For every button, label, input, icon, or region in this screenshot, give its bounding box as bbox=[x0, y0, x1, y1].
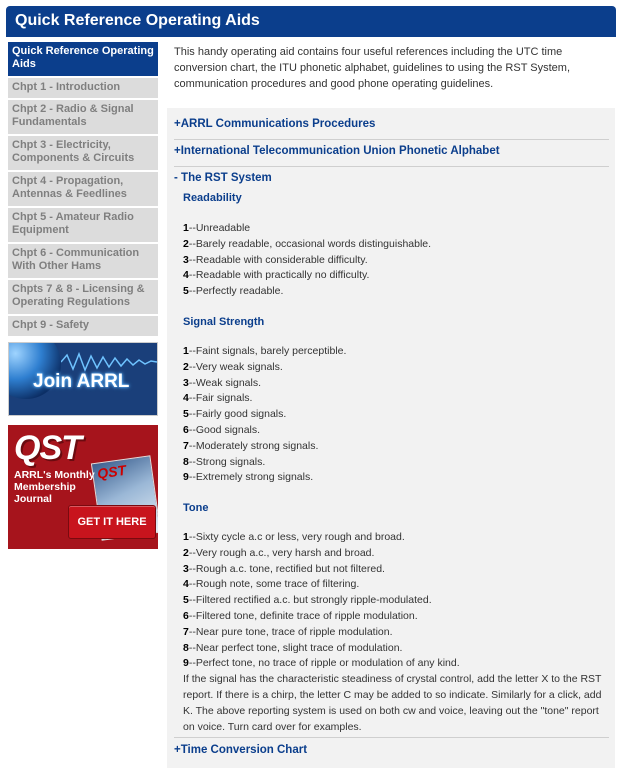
list-item: 5--Filtered rectified a.c. but strongly ripple-modulated. bbox=[183, 594, 432, 607]
list-item: 2--Barely readable, occasional words distinguishable. bbox=[183, 237, 432, 250]
qst-banner[interactable] bbox=[8, 425, 158, 549]
readability-list bbox=[183, 221, 431, 300]
list-item: 3--Weak signals. bbox=[183, 376, 262, 389]
section-title: Time Conversion Chart bbox=[180, 744, 308, 756]
accordion-phonetic-alphabet[interactable] bbox=[174, 145, 609, 167]
page-header bbox=[6, 6, 616, 37]
list-item: 9--Perfect tone, no trace of ripple or modulation of any kind. bbox=[183, 657, 460, 670]
toggle-icon: + bbox=[174, 744, 181, 756]
magazine-cover-image: QST bbox=[91, 455, 158, 541]
qst-logo: QST bbox=[14, 429, 81, 467]
readability-title: Readability bbox=[183, 192, 242, 204]
intro-text: This handy operating aid contains four useful references including the UTC time conversion chart, the ITU phonetic alphabet, guidelines to using the RST System, communication procedures and good phone operating guidelines. bbox=[174, 46, 571, 90]
section-title: ARRL Communications Procedures bbox=[180, 118, 376, 130]
tone-title: Tone bbox=[183, 502, 209, 514]
main-content bbox=[174, 44, 614, 92]
list-item: 1--Sixty cycle a.c or less, very rough and broad. bbox=[183, 531, 405, 543]
list-item: 6--Filtered tone, definite trace of ripple modulation. bbox=[183, 609, 418, 622]
join-arrl-banner[interactable] bbox=[8, 342, 158, 416]
list-item: 4--Readable with practically no difficulty. bbox=[183, 269, 370, 282]
list-item: 2--Very weak signals. bbox=[183, 360, 283, 373]
toggle-icon: + bbox=[174, 118, 181, 130]
list-item: 4--Fair signals. bbox=[183, 392, 253, 405]
sidebar-item-chpt6[interactable]: Chpt 6 - Communication With Other Hams bbox=[8, 244, 158, 280]
accordion-time-conversion[interactable] bbox=[174, 744, 609, 764]
section-title: International Telecommunication Union Phonetic Alphabet bbox=[180, 145, 500, 157]
accordion-comm-procedures[interactable] bbox=[174, 118, 609, 140]
sidebar-item-chpt7-8[interactable]: Chpts 7 & 8 - Licensing & Operating Regulations bbox=[8, 280, 158, 316]
list-item: 7--Near pure tone, trace of ripple modulation. bbox=[183, 625, 393, 638]
signal-strength-list bbox=[183, 344, 346, 486]
list-item: 3--Readable with considerable difficulty. bbox=[183, 253, 368, 266]
signal-strength-title: Signal Strength bbox=[183, 316, 265, 328]
list-item: 1--Faint signals, barely perceptible. bbox=[183, 345, 347, 357]
list-item: 6--Good signals. bbox=[183, 423, 261, 436]
list-item: 8--Near perfect tone, slight trace of modulation. bbox=[183, 641, 403, 654]
tone-list bbox=[183, 530, 613, 735]
list-item: 1--Unreadable bbox=[183, 222, 251, 234]
get-it-here-button[interactable]: GET IT HERE bbox=[68, 505, 156, 539]
sidebar-item-chpt4[interactable]: Chpt 4 - Propagation, Antennas & Feedlines bbox=[8, 172, 158, 208]
page-title: Quick Reference Operating Aids bbox=[15, 12, 260, 29]
join-arrl-text: Join ARRL bbox=[33, 371, 130, 392]
list-item: 2--Very rough a.c., very harsh and broad. bbox=[183, 546, 375, 559]
sidebar-item-chpt5[interactable]: Chpt 5 - Amateur Radio Equipment bbox=[8, 208, 158, 244]
sidebar-item-chpt3[interactable]: Chpt 3 - Electricity, Components & Circuits bbox=[8, 136, 158, 172]
signal-wave-icon bbox=[61, 351, 157, 373]
sidebar-item-chpt9[interactable]: Chpt 9 - Safety bbox=[8, 316, 158, 338]
sidebar-item-quick-reference[interactable]: Quick Reference Operating Aids bbox=[8, 42, 158, 78]
list-item: 5--Perfectly readable. bbox=[183, 285, 284, 298]
sidebar-item-chpt1[interactable]: Chpt 1 - Introduction bbox=[8, 78, 158, 100]
toggle-icon: - bbox=[174, 172, 178, 184]
qst-subtitle: ARRL's Monthly Membership Journal bbox=[14, 469, 95, 505]
sidebar-nav bbox=[8, 42, 158, 338]
sidebar-item-chpt2[interactable]: Chpt 2 - Radio & Signal Fundamentals bbox=[8, 100, 158, 136]
rst-note: If the signal has the characteristic steadiness of crystal control, add the letter X to the RST report. If there is a chirp, the letter C may be added to so indicate. Similarly for a click, add K. The above reporting system is used on both cw and voice, leaving out the "tone" report on voice. Turn card over for examples. bbox=[183, 673, 602, 733]
toggle-icon: + bbox=[174, 145, 181, 157]
list-item: 4--Rough note, some trace of filtering. bbox=[183, 578, 360, 591]
list-item: 9--Extremely strong signals. bbox=[183, 471, 314, 484]
section-title: The RST System bbox=[177, 172, 272, 184]
list-item: 5--Fairly good signals. bbox=[183, 408, 287, 421]
list-item: 8--Strong signals. bbox=[183, 455, 266, 468]
list-item: 7--Moderately strong signals. bbox=[183, 439, 319, 452]
list-item: 3--Rough a.c. tone, rectified but not filtered. bbox=[183, 562, 385, 575]
